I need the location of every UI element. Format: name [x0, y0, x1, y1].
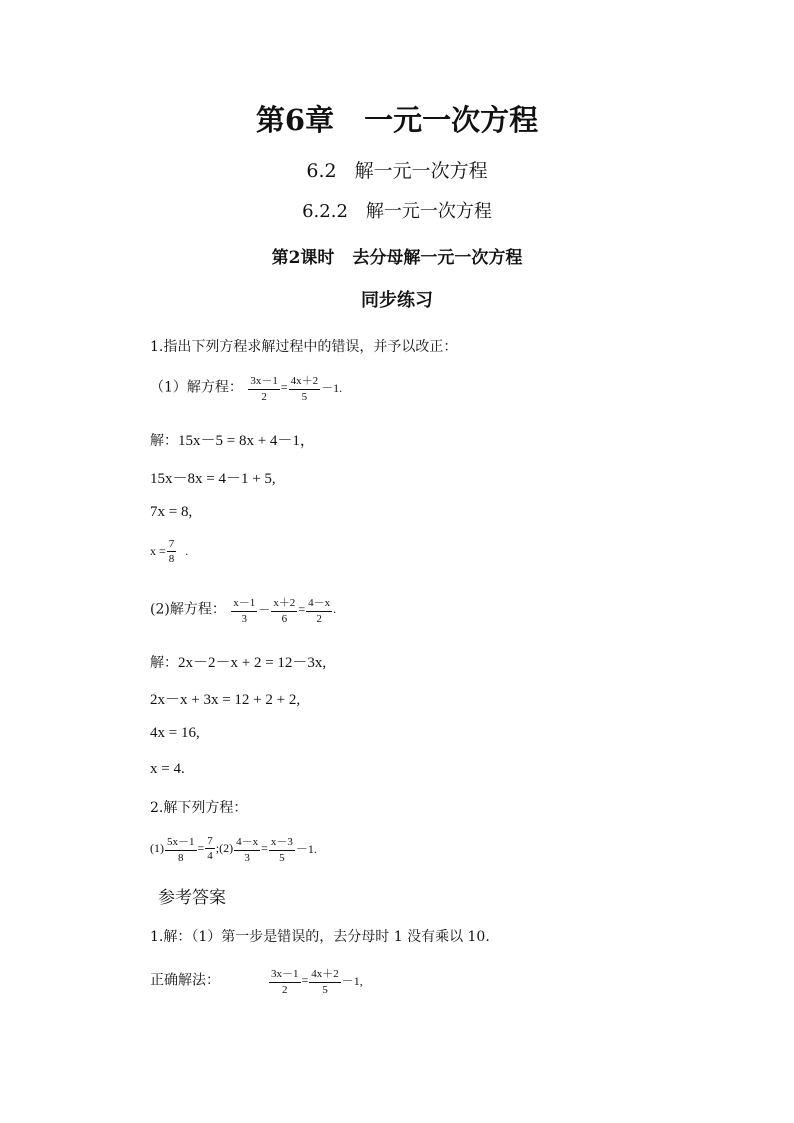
- section-number: 6.2: [306, 160, 337, 182]
- q2-equations: (1) $\frac{5x-1}{8}$ = $\frac{7}{4}$ ;(2) $\frac{4-x}{3}$ = $\frac{x-3}{5}$ －1.: [150, 835, 317, 864]
- q1-part1-step4: x = $\frac{7}{8}$ .: [150, 538, 189, 565]
- q1-part2-step1: 解：2x－2－x + 2 = 12－3x,: [150, 655, 327, 671]
- q1-prompt: 1.指出下列方程求解过程中的错误，并予以改正：: [150, 339, 458, 355]
- q1-part2-step2: 2x－x + 3x = 12 + 2 + 2,: [150, 692, 301, 708]
- fraction: $\frac{4x+2}{5}$: [289, 372, 321, 403]
- fraction: $\frac{7}{8}$: [168, 538, 175, 565]
- lesson-number: 第2课时: [271, 248, 335, 268]
- fraction: $\frac{3x-1}{2}$: [248, 372, 280, 403]
- subsection-number: 6.2.2: [302, 201, 348, 222]
- fraction: $\frac{x+2}{6}$: [271, 594, 297, 625]
- chapter-number: 第6章: [255, 103, 335, 137]
- answer-1: 1.解：（1）第一步是错误的，去分母时 1 没有乘以 10.: [150, 929, 490, 945]
- q1-part1-equation: （1）解方程： $\frac{3x-1}{2}$ = $\frac{4x+2}{5}$ －1.: [150, 372, 342, 403]
- q1-part1-label: （1）解方程：: [150, 379, 243, 396]
- subsection-title: [0, 197, 794, 223]
- answers-heading: 参考答案: [158, 888, 226, 908]
- exercise-heading: 同步练习: [361, 290, 433, 311]
- fraction: $\frac{4-x}{3}$: [234, 833, 260, 864]
- section-title: [0, 156, 794, 183]
- q2-prompt: 2.解下列方程：: [150, 800, 248, 816]
- lesson-name: 去分母解一元一次方程: [352, 248, 523, 268]
- fraction: $\frac{3x-1}{2}$: [269, 965, 301, 996]
- fraction: $\frac{7}{4}$: [207, 835, 213, 862]
- q1-part2-step4: x = 4.: [150, 761, 185, 777]
- chapter-name: 一元一次方程: [364, 103, 539, 137]
- fraction: $\frac{5x-1}{8}$: [165, 833, 197, 864]
- q1-part2-step3: 4x = 16,: [150, 725, 200, 741]
- fraction: $\frac{x-3}{5}$: [269, 833, 295, 864]
- q1-part2-label: (2)解方程：: [150, 601, 226, 618]
- fraction: $\frac{4x+2}{5}$: [309, 965, 341, 996]
- section-name: 解一元一次方程: [354, 160, 488, 182]
- q1-part1-step1: 解：15x－5 = 8x + 4－1，: [150, 433, 315, 449]
- fraction: $\frac{4-x}{2}$: [306, 594, 332, 625]
- fraction: $\frac{x-1}{3}$: [231, 594, 257, 625]
- subsection-name: 解一元一次方程: [365, 201, 492, 222]
- q1-part2-equation: (2)解方程： $\frac{x-1}{3}$ － $\frac{x+2}{6}$ = $\frac{4-x}{2}$ .: [150, 594, 336, 625]
- correct-solution-label: 正确解法：: [150, 972, 220, 989]
- lesson-title: [0, 243, 794, 268]
- correct-solution: 正确解法： $\frac{3x-1}{2}$ = $\frac{4x+2}{5}$ －1,: [150, 965, 363, 996]
- q1-part1-step2: 15x－8x = 4－1 + 5,: [150, 471, 276, 487]
- q1-part1-step3: 7x = 8,: [150, 504, 193, 520]
- chapter-title: [0, 98, 794, 139]
